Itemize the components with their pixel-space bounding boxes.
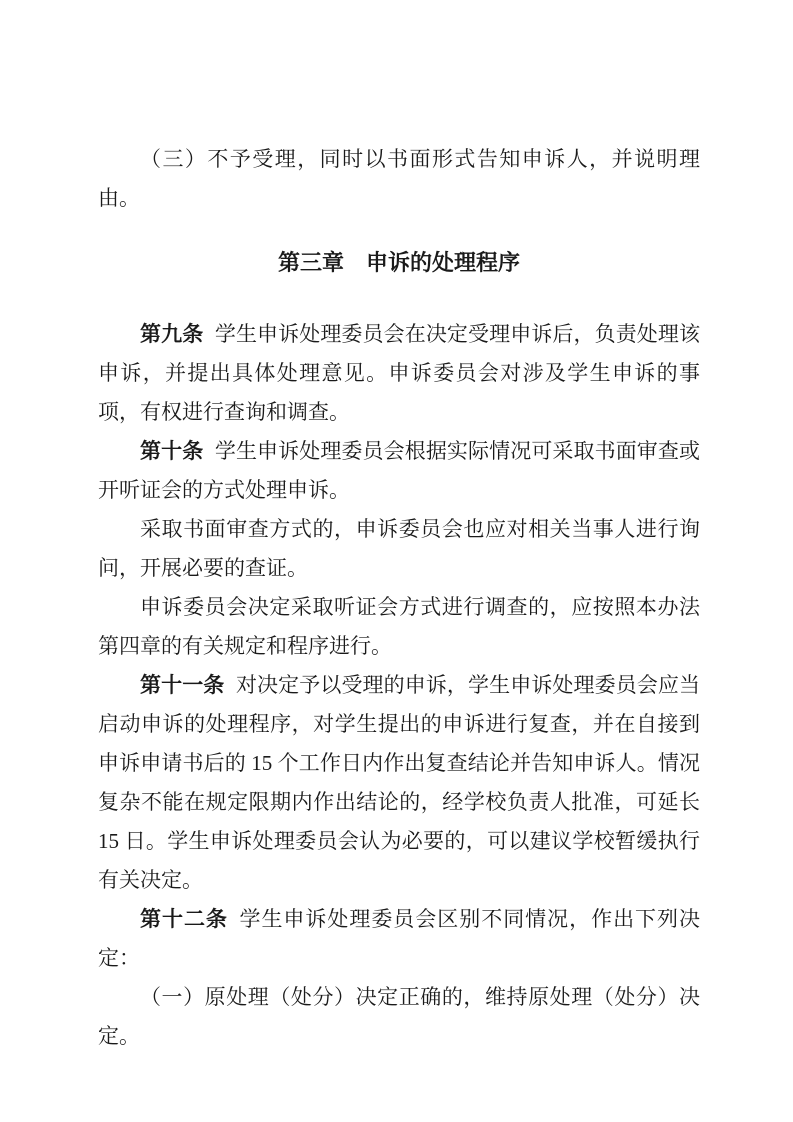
paragraph [98,510,700,588]
article-number: 第三章 [277,250,344,275]
paragraph-text: 申诉的处理程序 [366,250,521,275]
paragraph-text: 申诉委员会决定采取听证会方式进行调查的，应按照本办法第四章的有关规定和程序进行。 [98,595,700,658]
article-number: 第十条 [140,439,204,463]
paragraph-text: 学生申诉处理委员会根据实际情况可采取书面审查或开听证会的方式处理申诉。 [98,439,701,502]
paragraph [98,900,700,978]
paragraph-text: 学生申诉处理委员会在决定受理申诉后，负责处理该申诉，并提出具体处理意见。申诉委员会对涉及学生申诉的事项，有权进行查询和调查。 [98,322,701,424]
chapter-heading [98,243,700,282]
paragraph-text: （三）不予受理，同时以书面形式告知申诉人，并说明理由。 [98,147,700,210]
paragraph [98,666,700,900]
paragraph-text: 对决定予以受理的申诉，学生申诉处理委员会应当启动申诉的处理程序，对学生提出的申诉进行复查，并在自接到申诉申请书后的 15 个工作日内作出复查结论并告知申诉人。情况复杂不能在规定限期内作出结论的，经学校负责人批准，可延长 15 日。学生申诉处理委员会认为必要的，可以建议学校暂缓执行有关决定。 [98,673,701,892]
paragraph [98,315,700,432]
paragraph [98,432,700,510]
paragraph [98,588,700,666]
paragraph-text: 采取书面审查方式的，申诉委员会也应对相关当事人进行询问，开展必要的查证。 [98,517,700,580]
article-number: 第九条 [140,322,204,346]
paragraph-text: 学生申诉处理委员会区别不同情况，作出下列决定： [98,907,701,970]
document-body [98,140,700,1056]
paragraph [98,140,700,218]
article-number: 第十一条 [140,673,225,697]
paragraph-text: （一）原处理（处分）决定正确的，维持原处理（处分）决定。 [98,985,700,1048]
paragraph [98,978,700,1056]
article-number: 第十二条 [140,907,228,931]
